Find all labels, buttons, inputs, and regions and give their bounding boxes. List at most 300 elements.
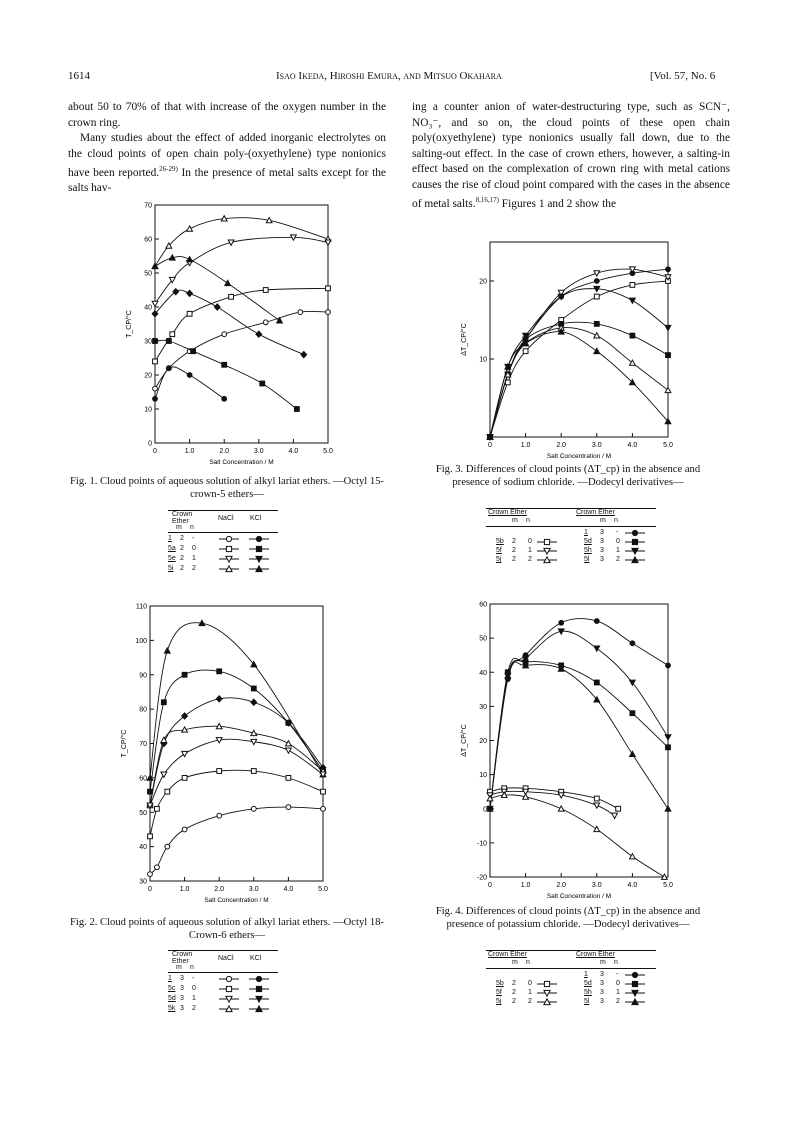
data-point: [594, 796, 599, 801]
x-tick-label: 1.0: [179, 886, 190, 893]
y-tick-label: 20: [479, 738, 487, 745]
x-axis-label: Salt Concentration / M: [209, 459, 274, 466]
legend-row-n: 1: [616, 989, 620, 996]
running-head-authors: Isao Ikeda, Hiroshi Emura, and Mitsuo Okahara: [276, 70, 502, 82]
x-tick-label: 4.0: [627, 882, 638, 889]
legend-header-crown-ether: Crown Ether: [488, 509, 527, 516]
legend-row-n: 2: [528, 556, 532, 563]
x-tick-label: 0: [488, 442, 492, 449]
legend-rule: [486, 968, 656, 969]
legend-row-m: 3: [600, 971, 604, 978]
triangle-down-filled-legend-glyph: [248, 995, 270, 1003]
series-line: [150, 807, 323, 874]
legend-row-n: 0: [192, 545, 196, 552]
legend-row-m: 3: [180, 985, 184, 992]
legend-header-n: n: [190, 524, 194, 531]
paragraph-body: Figures 1 and 2 show the: [501, 197, 617, 210]
legend-row-n: 2: [616, 998, 620, 1005]
square-filled-legend-glyph: [624, 538, 646, 546]
legend-row-m: 3: [180, 1005, 184, 1012]
legend-row-m: 2: [512, 547, 516, 554]
data-point: [155, 806, 160, 811]
triangle-filled-legend-glyph: [248, 1005, 270, 1013]
data-point: [222, 362, 227, 367]
data-point: [294, 407, 299, 412]
x-tick-label: 4.0: [288, 448, 299, 455]
legend-row-n: 1: [528, 989, 532, 996]
data-point: [153, 396, 158, 401]
legend-row-n: 2: [192, 565, 196, 572]
data-point: [166, 366, 171, 371]
data-point: [173, 289, 179, 295]
series-line: [490, 631, 668, 809]
legend-header-crown-ether: Crown Ether: [172, 951, 193, 965]
data-point: [226, 976, 231, 981]
data-point: [187, 226, 193, 231]
y-tick-label: -20: [476, 874, 487, 882]
series-square-filled: [148, 669, 326, 794]
fig2-legend: [168, 950, 278, 1020]
triangle-down-filled-legend-glyph: [248, 555, 270, 563]
data-point: [182, 775, 187, 780]
data-point: [152, 263, 158, 268]
y-axis-label: ΔT_CP/°C: [461, 724, 468, 757]
legend-row-n: -: [192, 535, 195, 542]
legend-row-n: 1: [616, 547, 620, 554]
data-point: [665, 325, 671, 330]
legend-header-m: m: [512, 959, 518, 966]
legend-row-m: 3: [180, 975, 184, 982]
series-triangle-down-open: [152, 235, 331, 307]
paragraph-body: Many studies about the effect of added inorganic electrolytes on the cloud points of open chain poly-(oxyethylene) type nonionics have been reported.: [68, 132, 386, 179]
legend-header-crown-ether: Crown Ether: [172, 511, 193, 525]
legend-row-id: 5j: [496, 556, 502, 563]
fig3-chart: [460, 242, 673, 460]
legend-header-n: n: [614, 959, 618, 966]
y-tick-label: 60: [479, 601, 487, 609]
legend-header-nacl: NaCl: [218, 955, 234, 962]
legend-row-n: 2: [528, 998, 532, 1005]
y-tick-label: 20: [479, 278, 487, 286]
data-point: [165, 844, 170, 849]
data-point: [182, 827, 187, 832]
series-triangle-down-filled: [487, 286, 671, 439]
y-tick-label: 40: [479, 669, 487, 677]
circle-filled-legend-glyph: [248, 975, 270, 983]
y-axis-label: T_CP/°C: [121, 729, 128, 758]
data-point: [251, 806, 256, 811]
data-point: [263, 288, 268, 293]
figure-4-caption: Fig. 4. Differences of cloud points (ΔT_cp) in the absence and presence of potassium chloride. —Dodecyl derivatives—: [435, 906, 701, 930]
legend-row-m: 2: [512, 538, 516, 545]
data-point: [594, 279, 599, 284]
data-point: [153, 359, 158, 364]
data-point: [301, 351, 307, 357]
series-triangle-down-open: [147, 738, 326, 809]
y-tick-label: 100: [135, 637, 147, 645]
legend-header-m: m: [600, 959, 606, 966]
triangle-open-legend-glyph: [536, 556, 558, 564]
legend-row-n: 0: [616, 980, 620, 987]
data-point: [632, 530, 637, 535]
data-point: [182, 751, 188, 756]
legend-row-m: 3: [600, 980, 604, 987]
legend-row-id: 5k: [168, 1005, 176, 1012]
y-axis-label: T_CP/°C: [126, 310, 133, 338]
legend-row-n: 0: [528, 980, 532, 987]
y-tick-label: 50: [479, 635, 487, 643]
data-point: [630, 641, 635, 646]
data-point: [666, 663, 671, 668]
triangle-down-open-legend-glyph: [536, 989, 558, 997]
legend-row-id: 5b: [496, 980, 504, 987]
x-axis-label: Salt Concentration / M: [546, 453, 612, 460]
legend-row-id: 1: [168, 535, 172, 542]
x-tick-label: 0: [488, 882, 492, 889]
data-point: [166, 339, 171, 344]
data-point: [152, 301, 158, 306]
triangle-down-open-legend-glyph: [218, 995, 240, 1003]
legend-row-id: 5d: [584, 538, 592, 545]
fig1-chart: [125, 203, 333, 467]
y-tick-label: 50: [139, 809, 147, 817]
legend-row-id: 1: [168, 975, 172, 982]
circle-open-legend-glyph: [218, 535, 240, 543]
x-tick-label: 1.0: [184, 448, 195, 455]
x-tick-label: 2.0: [556, 442, 567, 449]
data-point: [326, 286, 331, 291]
data-point: [632, 539, 637, 544]
legend-row-m: 2: [180, 555, 184, 562]
data-point: [594, 348, 600, 353]
legend-row-m: 2: [512, 998, 516, 1005]
data-point: [216, 696, 222, 702]
data-point: [148, 789, 153, 794]
series-triangle-down-filled: [487, 629, 671, 812]
legend-row-id: 5j: [496, 998, 502, 1005]
legend-row-m: 2: [180, 545, 184, 552]
data-point: [148, 872, 153, 877]
fig4-chart: [460, 602, 673, 901]
square-open-legend-glyph: [536, 980, 558, 988]
data-point: [594, 680, 599, 685]
data-point: [558, 806, 564, 811]
data-point: [298, 310, 303, 315]
square-filled-legend-glyph: [624, 980, 646, 988]
data-point: [226, 536, 231, 541]
running-head-volume: [Vol. 57, No. 6: [650, 70, 716, 82]
legend-row-id: 5d: [168, 995, 176, 1002]
reference-marker: 8,16,17): [475, 196, 499, 204]
x-tick-label: 5.0: [663, 882, 673, 889]
y-tick-label: 10: [479, 356, 487, 364]
data-point: [325, 240, 331, 245]
legend-row-id: 5e: [168, 555, 176, 562]
series-diamond-filled: [147, 696, 326, 809]
legend-row-m: 3: [600, 529, 604, 536]
data-point: [594, 646, 600, 651]
data-point: [148, 834, 153, 839]
data-point: [523, 349, 528, 354]
data-point: [217, 669, 222, 674]
page-number: 1614: [68, 70, 90, 82]
data-point: [214, 304, 220, 310]
paragraph: about 50 to 70% of that with increase of the oxygen number in the crown ring.: [68, 101, 386, 129]
series-square-open: [488, 279, 671, 440]
triangle-open-legend-glyph: [218, 565, 240, 573]
x-tick-label: 3.0: [253, 448, 264, 455]
data-point: [632, 972, 637, 977]
data-point: [286, 748, 292, 753]
data-point: [222, 396, 227, 401]
data-point: [630, 854, 636, 859]
legend-header-nacl: NaCl: [218, 515, 234, 522]
legend-header-n: n: [526, 959, 530, 966]
y-tick-label: 20: [144, 372, 152, 380]
legend-row-m: 3: [600, 556, 604, 563]
data-point: [630, 298, 636, 303]
legend-header-crown-ether: Crown Ether: [576, 951, 615, 958]
legend-row-n: 2: [192, 1005, 196, 1012]
x-tick-label: 3.0: [591, 442, 602, 449]
data-point: [182, 672, 187, 677]
data-point: [187, 373, 192, 378]
legend-header-n: n: [190, 964, 194, 971]
x-tick-label: 2.0: [556, 882, 567, 889]
data-point: [544, 539, 549, 544]
paragraph-body: ing a counter anion of water-destructuring type, such as SCN⁻, NO₃⁻, and so on, the cloud points of these open chain poly(oxyethylene) type nonionics usually fall down, due to the salting-out effect. In the case of crown ethers, however, a salting-in effect based on the complexation of crown ring with metal cations causes the rise of cloud point compared with the cases in the absence of metal salts.: [412, 101, 730, 210]
data-point: [321, 789, 326, 794]
data-point: [217, 769, 222, 774]
data-point: [222, 332, 227, 337]
data-point: [616, 806, 621, 811]
legend-header-crown-ether: Crown Ether: [488, 951, 527, 958]
legend-row-m: 3: [600, 547, 604, 554]
legend-row-id: 5f: [496, 547, 502, 554]
data-point: [630, 751, 636, 756]
data-point: [594, 619, 599, 624]
series-line: [150, 726, 323, 805]
legend-header-n: n: [526, 517, 530, 524]
data-point: [594, 803, 600, 808]
legend-row-n: 1: [192, 995, 196, 1002]
data-point: [155, 865, 160, 870]
y-tick-label: 70: [139, 741, 147, 748]
data-point: [666, 267, 671, 272]
circle-open-legend-glyph: [218, 975, 240, 983]
series-triangle-filled: [487, 329, 671, 440]
legend-row-id: 5d: [584, 980, 592, 987]
data-point: [594, 294, 599, 299]
triangle-filled-legend-glyph: [248, 565, 270, 573]
legend-header-n: n: [614, 517, 618, 524]
fig4-legend: [486, 950, 656, 1010]
square-open-legend-glyph: [218, 545, 240, 553]
data-point: [256, 546, 261, 551]
data-point: [630, 283, 635, 288]
square-filled-legend-glyph: [248, 985, 270, 993]
data-point: [594, 333, 600, 338]
series-triangle-open: [152, 216, 331, 269]
legend-row-id: 5l: [584, 556, 590, 563]
data-point: [161, 772, 167, 777]
x-axis-label: Salt Concentration / M: [204, 897, 269, 904]
series-circle-filled: [153, 366, 227, 401]
legend-row-n: -: [616, 529, 619, 536]
legend-row-m: 3: [180, 995, 184, 1002]
y-tick-label: 10: [144, 406, 152, 414]
legend-row-n: 0: [616, 538, 620, 545]
series-triangle-filled: [487, 662, 671, 811]
series-line: [490, 281, 668, 437]
data-point: [286, 775, 291, 780]
legend-row-id: 1: [584, 971, 588, 978]
triangle-filled-legend-glyph: [624, 556, 646, 564]
figure-2-caption: Fig. 2. Cloud points of aqueous solution of alkyl lariat ethers. —Octyl 18-Crown-6 ethers—: [70, 917, 384, 941]
fig2-chart: [120, 604, 328, 905]
series-circle-open: [148, 805, 326, 877]
y-tick-label: 60: [144, 236, 152, 244]
legend-header-kcl: KCl: [250, 515, 262, 522]
series-line: [155, 257, 280, 321]
legend-row-id: 5b: [496, 538, 504, 545]
square-open-legend-glyph: [536, 538, 558, 546]
y-tick-label: 40: [144, 304, 152, 312]
data-point: [161, 700, 166, 705]
data-point: [225, 280, 231, 285]
data-point: [170, 332, 175, 337]
circle-filled-legend-glyph: [624, 971, 646, 979]
legend-row-n: 0: [192, 985, 196, 992]
data-point: [256, 976, 261, 981]
series-line: [490, 328, 668, 437]
legend-row-m: 2: [512, 556, 516, 563]
y-tick-label: 0: [148, 440, 152, 448]
data-point: [263, 320, 268, 325]
series-line: [490, 322, 668, 437]
legend-row-id: 5f: [496, 989, 502, 996]
legend-row-id: 5h: [584, 547, 592, 554]
data-point: [544, 981, 549, 986]
legend-row-id: 5c: [168, 985, 176, 992]
series-circle-filled: [488, 267, 671, 440]
legend-rule: [168, 972, 278, 973]
x-tick-label: 0: [148, 886, 152, 893]
x-tick-label: 1.0: [520, 442, 531, 449]
legend-header-m: m: [176, 964, 182, 971]
series-line: [150, 698, 323, 806]
data-point: [165, 789, 170, 794]
x-tick-label: 5.0: [663, 442, 673, 449]
data-point: [326, 310, 331, 315]
data-point: [612, 813, 618, 818]
circle-filled-legend-glyph: [624, 529, 646, 537]
legend-header-crown-ether: Crown Ether: [576, 509, 615, 516]
data-point: [256, 331, 262, 337]
square-open-legend-glyph: [218, 985, 240, 993]
data-point: [321, 806, 326, 811]
data-point: [260, 381, 265, 386]
legend-row-n: -: [616, 971, 619, 978]
data-point: [187, 290, 193, 296]
x-tick-label: 3.0: [248, 886, 259, 893]
plot-frame: [150, 606, 323, 881]
y-tick-label: 30: [139, 878, 147, 886]
fig3-legend: [486, 508, 656, 568]
x-tick-label: 4.0: [627, 442, 638, 449]
data-point: [251, 769, 256, 774]
data-point: [559, 620, 564, 625]
triangle-down-filled-legend-glyph: [624, 547, 646, 555]
series-line: [155, 367, 224, 399]
data-point: [191, 349, 196, 354]
paragraph-body: In the presence of metal salts except for the salts hav-: [68, 166, 386, 195]
figure-3-caption: Fig. 3. Differences of cloud points (ΔT_cp) in the absence and presence of sodium chloride. —Dodecyl derivatives—: [435, 464, 701, 488]
data-point: [187, 311, 192, 316]
data-point: [666, 745, 671, 750]
data-point: [256, 536, 261, 541]
x-tick-label: 4.0: [283, 886, 294, 893]
data-point: [226, 986, 231, 991]
data-point: [153, 386, 158, 391]
legend-row-m: 2: [512, 989, 516, 996]
fig1-legend: [168, 510, 278, 580]
series-line: [490, 618, 668, 808]
data-point: [153, 339, 158, 344]
series-line: [490, 662, 668, 809]
legend-row-id: 5i: [168, 565, 174, 572]
legend-row-m: 3: [600, 538, 604, 545]
data-point: [286, 805, 291, 810]
series-square-open: [148, 769, 326, 839]
x-tick-label: 2.0: [214, 886, 225, 893]
data-point: [286, 741, 292, 746]
legend-row-m: 2: [180, 535, 184, 542]
y-tick-label: 30: [144, 338, 152, 346]
triangle-filled-legend-glyph: [624, 998, 646, 1006]
series-triangle-down-open: [487, 789, 617, 818]
series-line: [150, 770, 323, 836]
series-line: [155, 218, 328, 267]
y-tick-label: 70: [144, 202, 152, 210]
y-tick-label: 30: [479, 703, 487, 711]
y-tick-label: 0: [483, 806, 487, 814]
data-point: [217, 813, 222, 818]
data-point: [256, 986, 261, 991]
legend-row-id: 5l: [584, 998, 590, 1005]
series-line: [155, 288, 328, 361]
triangle-down-open-legend-glyph: [536, 547, 558, 555]
data-point: [164, 648, 170, 653]
legend-row-n: 1: [192, 555, 196, 562]
circle-filled-legend-glyph: [248, 535, 270, 543]
data-point: [594, 826, 600, 831]
legend-row-n: 1: [528, 547, 532, 554]
legend-row-id: 5h: [584, 989, 592, 996]
data-point: [630, 711, 635, 716]
x-tick-label: 5.0: [323, 448, 333, 455]
series-circle-filled: [488, 618, 671, 811]
legend-rule: [486, 526, 656, 527]
legend-header-kcl: KCl: [250, 955, 262, 962]
triangle-open-legend-glyph: [536, 998, 558, 1006]
y-tick-label: 50: [144, 270, 152, 278]
legend-row-m: 2: [512, 980, 516, 987]
data-point: [594, 322, 599, 327]
data-point: [630, 333, 635, 338]
square-filled-legend-glyph: [248, 545, 270, 553]
y-tick-label: -10: [476, 840, 487, 848]
